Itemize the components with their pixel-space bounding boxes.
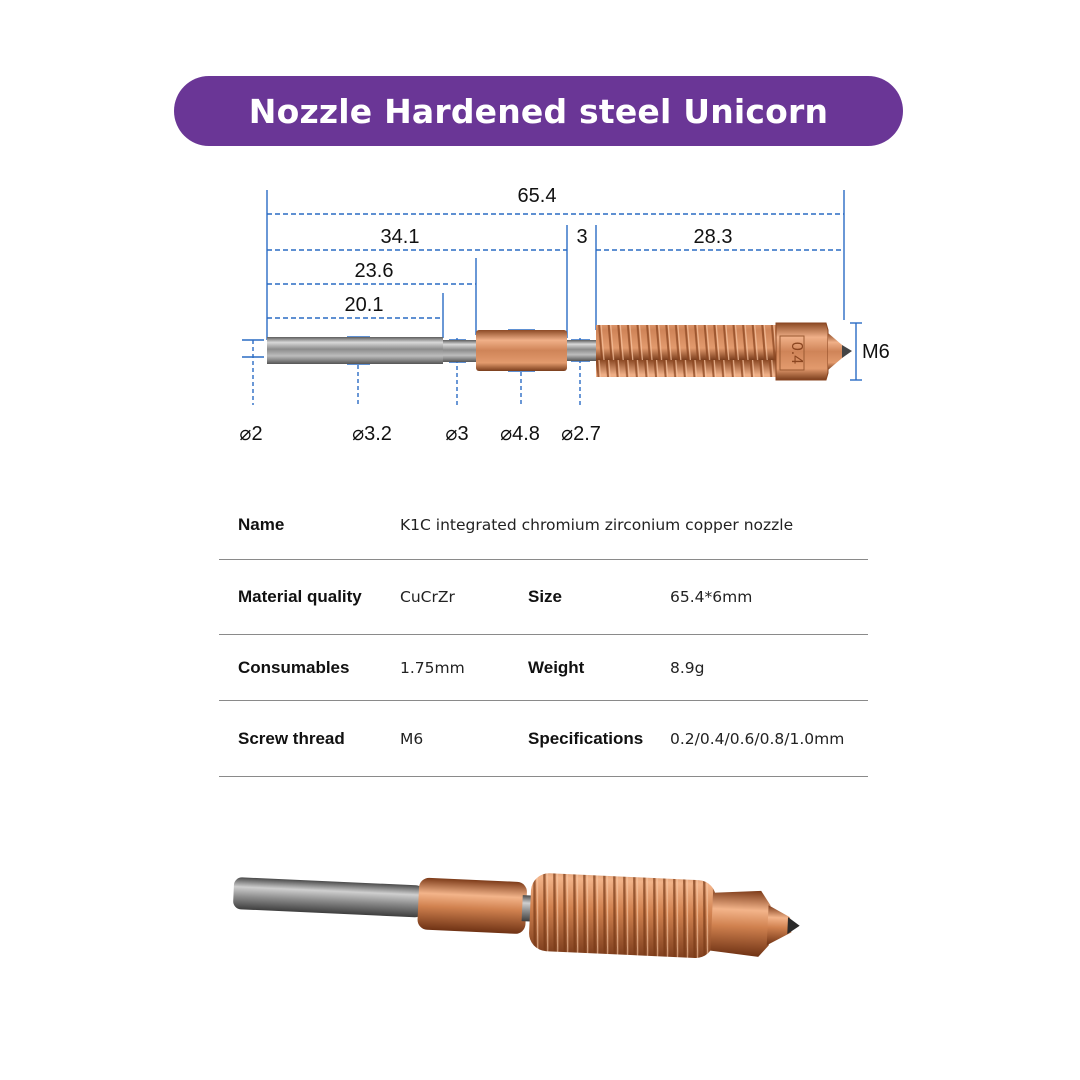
photo-thread (528, 872, 716, 958)
nozzle-tip (842, 345, 852, 358)
threaded-body (596, 325, 776, 377)
page-title: Nozzle Hardened steel Unicorn (248, 91, 829, 131)
spec-value: 65.4*6mm (670, 588, 753, 606)
spec-table (219, 490, 868, 777)
spec-row (219, 701, 868, 777)
spec-label: Screw thread (238, 728, 345, 748)
photo-steel-rod (233, 877, 424, 918)
spec-value: 1.75mm (400, 658, 465, 677)
dim-label-rod: 20.1 (344, 294, 384, 316)
diameter-label: ⌀3.2 (352, 423, 392, 445)
dim-label-overall: 65.4 (517, 185, 557, 207)
nozzle-drawing (267, 323, 852, 380)
spec-row-name (219, 490, 868, 560)
spec-value: CuCrZr (400, 588, 455, 606)
dim-label-sleeve: 23.6 (354, 260, 394, 282)
spec-value: 8.9g (670, 658, 705, 677)
dim-label-m6: M6 (862, 341, 890, 363)
photo-hex-nut (710, 889, 771, 958)
spec-label: Size (528, 587, 563, 606)
diameter-label: ⌀2.7 (561, 423, 601, 445)
steel-rod (267, 337, 443, 364)
spec-label: Weight (528, 657, 585, 677)
dim-label-thread: 28.3 (693, 226, 733, 248)
copper-sleeve (476, 330, 567, 371)
copper-neck (567, 340, 596, 361)
spec-label: Material quality (238, 587, 362, 606)
diameter-label: ⌀3 (445, 423, 469, 445)
photo-copper-sleeve (417, 877, 527, 934)
diameter-label: ⌀2 (239, 423, 263, 445)
steel-neck (443, 340, 476, 362)
photo-cone (767, 905, 793, 946)
spec-label: Specifications (528, 728, 644, 748)
diameter-label: ⌀4.8 (500, 423, 540, 445)
spec-row (219, 635, 868, 701)
photo-tip (787, 917, 800, 935)
dim-label-gap: 3 (576, 226, 588, 248)
spec-label: Name (238, 514, 285, 534)
spec-value: K1C integrated chromium zirconium copper nozzle (400, 515, 794, 534)
photo-steel-neck (522, 895, 537, 922)
spec-row (219, 560, 868, 635)
spec-value: 0.2/0.4/0.6/0.8/1.0mm (670, 729, 845, 748)
nozzle-marking: 0.4 (788, 341, 805, 365)
spec-label: Consumables (238, 657, 350, 677)
spec-value: M6 (400, 729, 424, 748)
dimension-diagram (0, 0, 1080, 470)
dim-label-first: 34.1 (380, 226, 420, 248)
